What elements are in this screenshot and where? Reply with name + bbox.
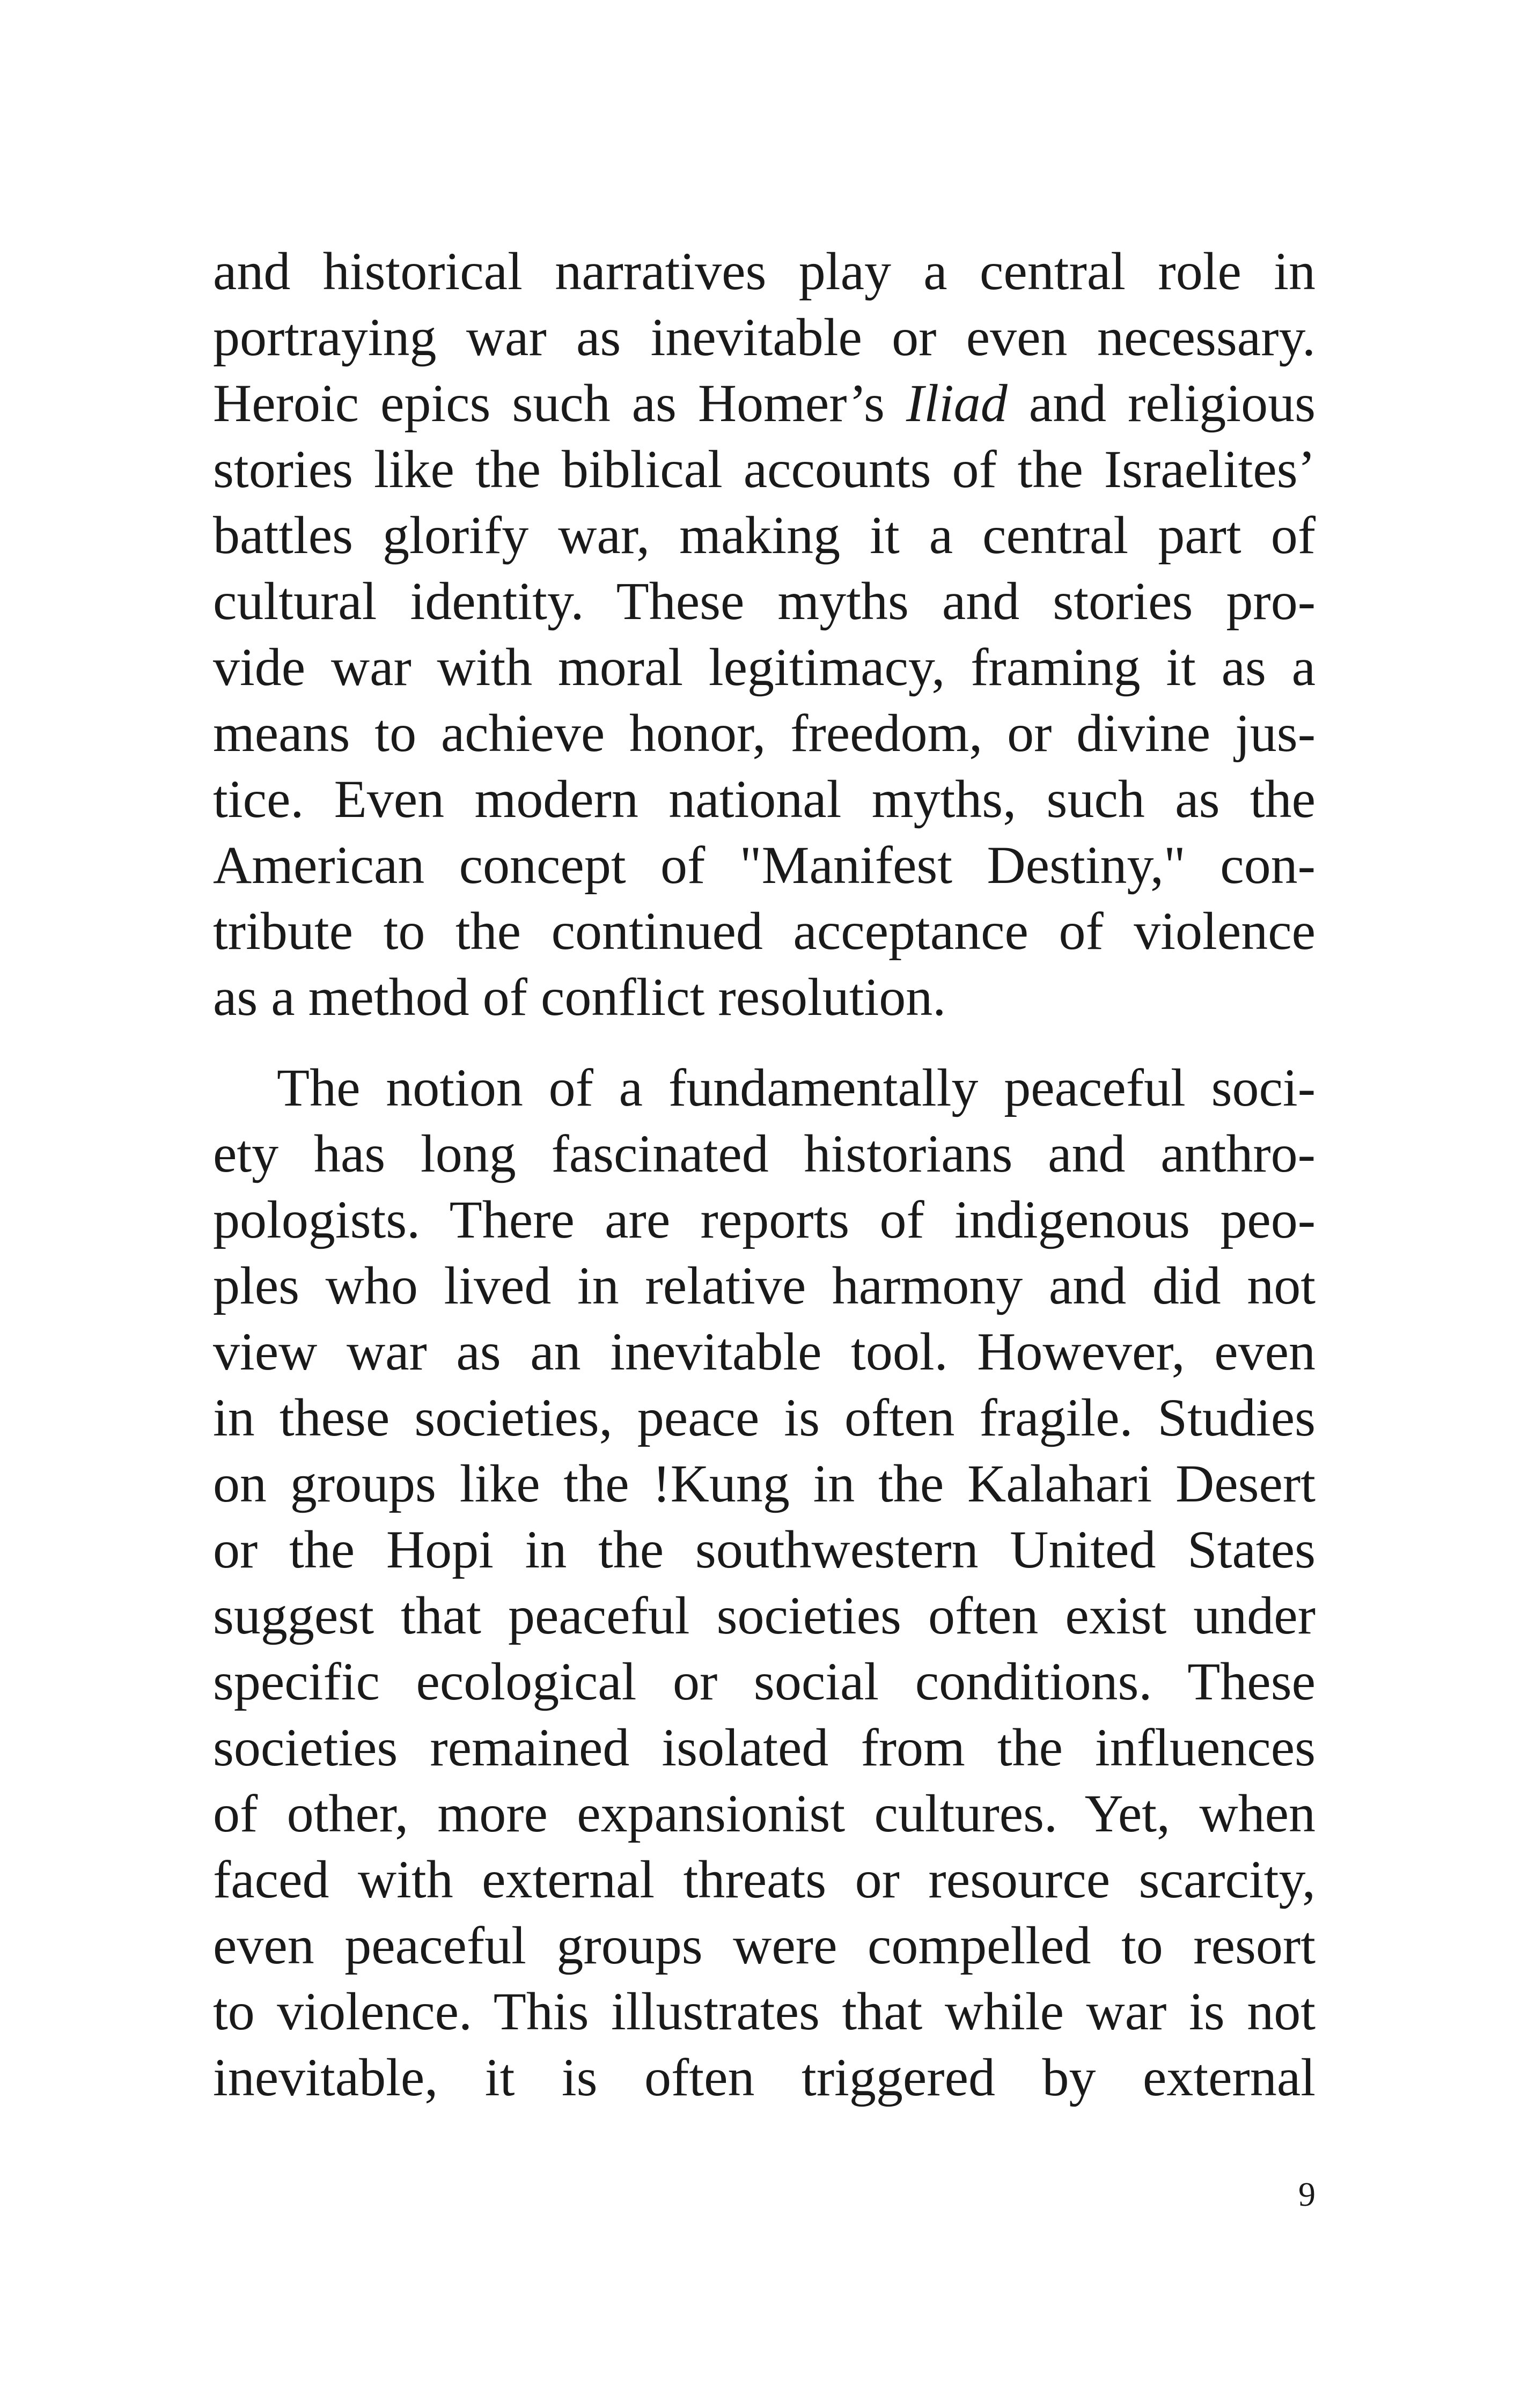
text-line: cultural identity. These myths and stories pro- [213,571,1316,631]
text-line: societies remained isolated from the influences [213,1718,1316,1777]
text-line: portraying war as inevitable or even necessary. [213,307,1316,367]
text-line: tribute to the continued acceptance of violence [213,901,1316,961]
text-line: vide war with moral legitimacy, framing it as a [213,637,1316,697]
text-line: American concept of "Manifest Destiny," con- [213,835,1316,895]
text-line: on groups like the !Kung in the Kalahari Desert [213,1454,1316,1513]
text-line: or the Hopi in the southwestern United States [213,1520,1316,1579]
text-line: ples who lived in relative harmony and did not [213,1256,1316,1315]
italic-title: Iliad [906,373,1008,433]
text-line: tice. Even modern national myths, such as the [213,769,1316,829]
text-line: means to achieve honor, freedom, or divine jus- [213,703,1316,763]
paragraph-2 [213,1055,1316,2110]
body-text [213,238,1316,2110]
text-line: specific ecological or social conditions. These [213,1652,1316,1711]
text-line: faced with external threats or resource scarcity, [213,1850,1316,1909]
text-line: even peaceful groups were compelled to resort [213,1916,1316,1975]
text-line: of other, more expansionist cultures. Yet, when [213,1784,1316,1843]
text-line: as a method of conflict resolution. [213,967,946,1027]
text-line: stories like the biblical accounts of the Israelites’ [213,439,1316,499]
text-segment: and religious [1007,373,1316,433]
text-segment: Heroic epics such as Homer’s [213,373,906,433]
text-line: battles glorify war, making it a central part of [213,505,1316,565]
text-line: ety has long fascinated historians and anthro- [213,1124,1316,1183]
text-line: view war as an inevitable tool. However, even [213,1322,1316,1381]
paragraph-1 [213,238,1316,1030]
text-line [213,370,1316,436]
text-line: The notion of a fundamentally peaceful soci- [277,1058,1316,1117]
page-number: 9 [1298,2175,1316,2213]
text-line: and historical narratives play a central role in [213,241,1316,301]
text-line: suggest that peaceful societies often exist under [213,1586,1316,1645]
text-line: to violence. This illustrates that while war is not [213,1982,1316,2041]
text-line: pologists. There are reports of indigenous peo- [213,1190,1316,1249]
text-line: in these societies, peace is often fragile. Studies [213,1388,1316,1447]
text-line: inevitable, it is often triggered by external [213,2048,1316,2107]
